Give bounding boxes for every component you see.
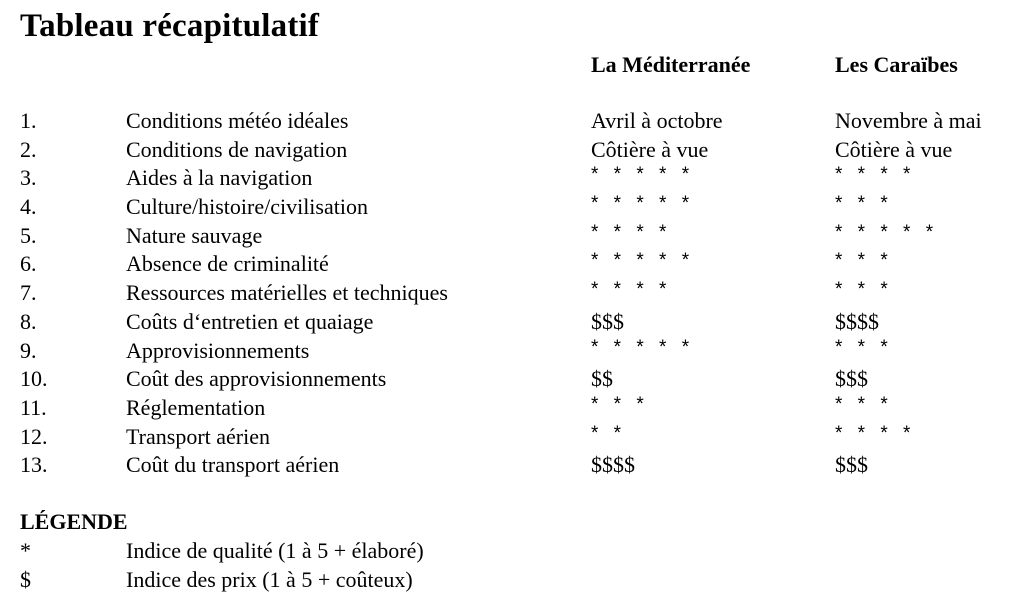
row-value-caraibes: $$$$ xyxy=(835,308,879,334)
row-number: 2. xyxy=(20,136,37,162)
row-number: 7. xyxy=(20,280,37,306)
row-number: 5. xyxy=(20,222,37,248)
legend-title: LÉGENDE xyxy=(20,509,128,534)
row-value-mediterranee: $$ xyxy=(591,366,613,392)
row-value-mediterranee: * * * * * xyxy=(591,193,695,215)
row-criterion: Approvisionnements xyxy=(126,337,310,363)
row-value-mediterranee: * * * xyxy=(591,393,649,415)
row-number: 13. xyxy=(20,452,48,478)
row-criterion: Aides à la navigation xyxy=(126,165,313,191)
page-title: Tableau récapitulatif xyxy=(20,8,320,44)
row-criterion: Absence de criminalité xyxy=(126,251,329,277)
table-row xyxy=(0,250,1014,279)
row-value-caraibes: Novembre à mai xyxy=(835,108,982,133)
row-value-mediterranee: * * * * * xyxy=(591,336,695,358)
table-row xyxy=(0,423,1014,452)
table-row xyxy=(0,164,1014,193)
row-value-caraibes: $$$ xyxy=(835,366,868,392)
table-row xyxy=(0,451,1014,480)
row-value-mediterranee: * * * * xyxy=(591,279,672,301)
row-value-mediterranee: $$$$ xyxy=(591,452,635,478)
row-value-mediterranee: * * xyxy=(591,422,627,444)
row-value-mediterranee: Avril à octobre xyxy=(591,108,723,133)
row-criterion: Coûts d‘entretien et quaiage xyxy=(126,308,374,334)
row-criterion: Culture/histoire/civilisation xyxy=(126,194,368,220)
row-number: 11. xyxy=(20,394,47,420)
row-criterion: Ressources matérielles et techniques xyxy=(126,280,448,306)
row-value-caraibes: * * * xyxy=(835,279,893,301)
table-row xyxy=(0,365,1014,394)
row-number: 12. xyxy=(20,423,48,449)
row-value-caraibes: * * * * * xyxy=(835,221,939,243)
row-value-caraibes: * * * xyxy=(835,250,893,272)
legend-item xyxy=(0,537,1014,565)
legend-description: Indice des prix (1 à 5 + coûteux) xyxy=(126,567,413,592)
table-row xyxy=(0,279,1014,308)
row-value-caraibes: * * * xyxy=(835,393,893,415)
row-value-mediterranee: * * * * * xyxy=(591,164,695,186)
row-criterion: Conditions de navigation xyxy=(126,136,348,162)
row-criterion: Coût des approvisionnements xyxy=(126,366,387,392)
table-row xyxy=(0,193,1014,222)
legend-description: Indice de qualité (1 à 5 + élaboré) xyxy=(126,538,424,563)
column-header-caraibes: Les Caraïbes xyxy=(835,52,958,77)
row-criterion: Transport aérien xyxy=(126,423,270,449)
table-row xyxy=(0,136,1014,165)
column-header-mediterranee: La Méditerranée xyxy=(591,52,751,77)
row-value-caraibes: * * * * xyxy=(835,164,916,186)
row-value-caraibes: * * * xyxy=(835,336,893,358)
row-value-caraibes: * * * xyxy=(835,193,893,215)
row-value-mediterranee: $$$ xyxy=(591,308,624,334)
legend-symbol: $ xyxy=(20,567,31,592)
table-row xyxy=(0,394,1014,423)
row-criterion: Coût du transport aérien xyxy=(126,452,340,478)
row-number: 9. xyxy=(20,337,37,363)
row-criterion: Nature sauvage xyxy=(126,222,263,248)
legend-item xyxy=(0,566,1014,594)
row-criterion: Réglementation xyxy=(126,394,266,420)
row-number: 6. xyxy=(20,251,37,277)
row-value-mediterranee: Côtière à vue xyxy=(591,136,709,162)
row-number: 1. xyxy=(20,108,37,133)
row-value-mediterranee: * * * * xyxy=(591,221,672,243)
row-value-caraibes: Côtière à vue xyxy=(835,136,953,162)
table-row xyxy=(0,107,1014,136)
summary-table xyxy=(0,107,1014,480)
legend-symbol: * xyxy=(20,538,31,563)
table-row xyxy=(0,222,1014,251)
row-number: 10. xyxy=(20,366,48,392)
table-row xyxy=(0,337,1014,366)
row-number: 4. xyxy=(20,194,37,220)
row-number: 3. xyxy=(20,165,37,191)
row-value-caraibes: $$$ xyxy=(835,452,868,478)
row-criterion: Conditions météo idéales xyxy=(126,108,349,133)
row-number: 8. xyxy=(20,308,37,334)
row-value-caraibes: * * * * xyxy=(835,422,916,444)
table-row xyxy=(0,308,1014,337)
row-value-mediterranee: * * * * * xyxy=(591,250,695,272)
